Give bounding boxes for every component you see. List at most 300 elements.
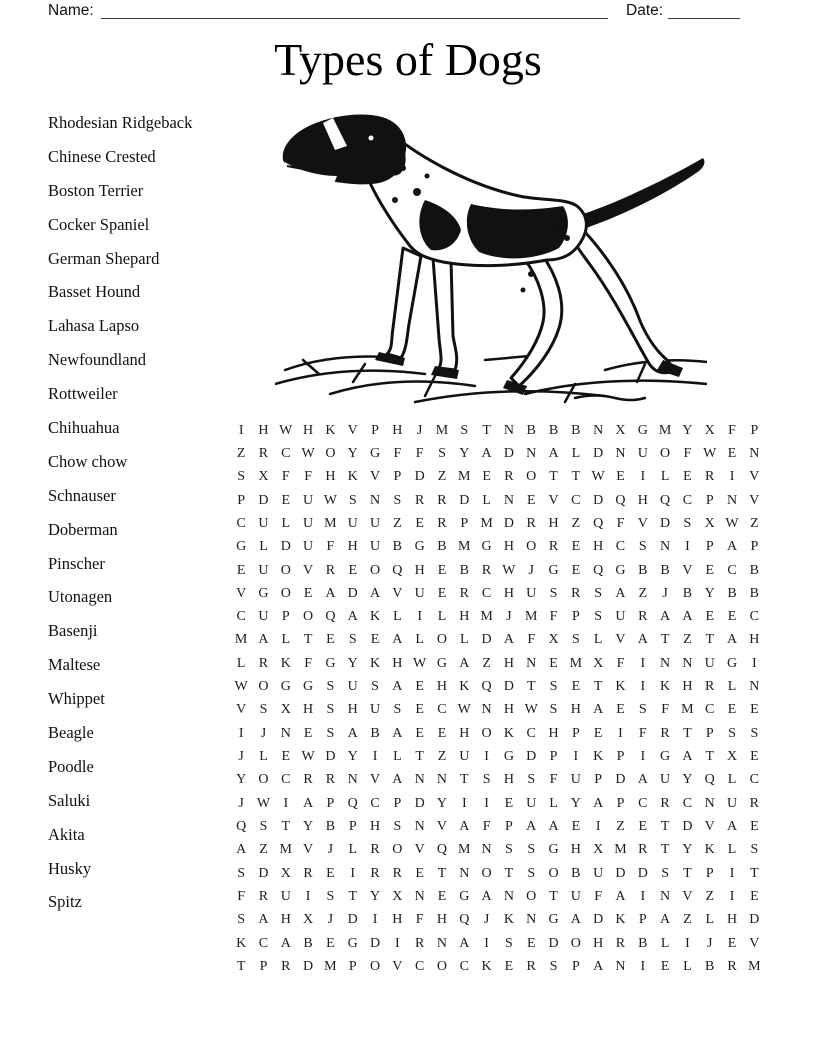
grid-letter: K	[704, 842, 715, 858]
word-list-item: Chihuahua	[48, 418, 120, 438]
grid-letter: Y	[682, 842, 693, 858]
grid-letter: N	[749, 445, 760, 461]
grid-letter: E	[326, 865, 335, 881]
grid-letter: D	[258, 492, 269, 508]
grid-letter: U	[258, 562, 269, 578]
grid-letter: V	[749, 492, 760, 508]
grid-letter: I	[484, 935, 489, 951]
grid-letter: R	[749, 795, 760, 811]
grid-letter: U	[369, 515, 381, 531]
grid-letter: Q	[660, 492, 671, 508]
grid-letter: R	[303, 772, 313, 788]
grid-letter: P	[705, 865, 714, 881]
grid-letter: A	[258, 632, 269, 648]
grid-letter: U	[414, 585, 425, 601]
grid-letter: A	[459, 818, 470, 834]
grid-letter: G	[503, 749, 514, 765]
grid-letter: G	[459, 888, 470, 904]
grid-letter: A	[682, 609, 693, 625]
grid-letter: I	[640, 655, 646, 671]
grid-letter: I	[640, 679, 646, 695]
grid-letter: A	[548, 818, 559, 834]
word-list-item: Rottweiler	[48, 384, 118, 404]
grid-letter: N	[749, 679, 760, 695]
grid-letter: K	[660, 679, 671, 695]
grid-letter: V	[236, 585, 247, 601]
grid-letter: M	[435, 422, 449, 438]
grid-letter: R	[414, 935, 425, 951]
grid-letter: W	[279, 422, 293, 438]
grid-letter: D	[503, 445, 514, 461]
grid-letter: V	[548, 492, 559, 508]
grid-letter: X	[704, 515, 715, 531]
grid-letter: R	[526, 958, 536, 974]
grid-letter: Z	[393, 515, 402, 531]
grid-letter: D	[526, 749, 537, 765]
grid-letter: C	[236, 515, 246, 531]
grid-letter: O	[481, 865, 492, 881]
grid-letter: I	[640, 469, 646, 485]
grid-letter: H	[436, 679, 448, 695]
grid-letter: D	[503, 515, 514, 531]
grid-letter: B	[459, 562, 469, 578]
grid-letter: K	[503, 912, 514, 928]
name-label: Name:	[48, 2, 94, 19]
grid-letter: X	[392, 888, 403, 904]
grid-letter: X	[280, 702, 291, 718]
grid-letter: U	[526, 795, 537, 811]
grid-letter: H	[503, 655, 514, 671]
grid-letter: J	[260, 725, 267, 741]
grid-letter: S	[371, 679, 379, 695]
grid-letter: F	[482, 818, 491, 834]
grid-letter: F	[638, 725, 647, 741]
grid-letter: W	[457, 702, 471, 718]
grid-letter: G	[481, 539, 492, 555]
grid-letter: I	[305, 888, 311, 904]
grid-letter: S	[527, 842, 536, 858]
grid-letter: F	[728, 422, 736, 438]
grid-letter: J	[483, 912, 490, 928]
grid-letter: B	[571, 865, 581, 881]
grid-letter: E	[526, 935, 536, 951]
word-list-item: Pinscher	[48, 553, 105, 573]
dog-tail	[577, 158, 704, 229]
grid-letter: P	[705, 539, 714, 555]
grid-letter: N	[615, 445, 626, 461]
grid-letter: E	[727, 445, 737, 461]
grid-letter: V	[347, 422, 358, 438]
grid-letter: K	[503, 725, 514, 741]
grid-letter: E	[326, 632, 335, 648]
grid-letter: Q	[459, 912, 470, 928]
grid-letter: M	[614, 842, 627, 858]
grid-letter: S	[594, 585, 603, 601]
grid-letter: W	[301, 445, 315, 461]
grid-letter: P	[460, 515, 469, 531]
grid-letter: R	[414, 492, 425, 508]
grid-letter: P	[750, 539, 759, 555]
grid-letter: U	[369, 539, 381, 555]
grid-letter: E	[504, 795, 514, 811]
grid-letter: N	[280, 725, 291, 741]
grid-letter: B	[370, 725, 380, 741]
grid-letter: D	[615, 772, 626, 788]
grid-letter: E	[549, 655, 558, 671]
grid-letter: A	[593, 702, 604, 718]
grid-letter: E	[281, 749, 291, 765]
grid-letter: T	[705, 749, 714, 765]
grid-letter: I	[640, 749, 646, 765]
grid-letter: E	[616, 702, 625, 718]
grid-letter: S	[527, 772, 536, 788]
grid-letter: U	[280, 888, 291, 904]
grid-letter: N	[503, 492, 514, 508]
grid-letter: O	[258, 772, 269, 788]
grid-letter: H	[637, 492, 648, 508]
grid-letter: M	[458, 842, 471, 858]
grid-letter: S	[326, 702, 335, 718]
grid-letter: J	[327, 912, 334, 928]
grid-letter: L	[437, 609, 447, 625]
grid-letter: E	[571, 818, 581, 834]
grid-letter: A	[637, 632, 648, 648]
grid-letter: S	[549, 702, 558, 718]
grid-letter: Q	[325, 609, 336, 625]
grid-letter: O	[481, 725, 492, 741]
grid-letter: D	[593, 492, 604, 508]
grid-letter: N	[436, 772, 448, 788]
grid-letter: T	[303, 632, 313, 648]
word-list-item: Utonagen	[48, 587, 113, 607]
grid-letter: V	[369, 469, 381, 485]
grid-letter: M	[324, 515, 337, 531]
grid-letter: C	[258, 935, 269, 951]
grid-letter: Z	[683, 912, 692, 928]
grid-letter: M	[658, 422, 672, 438]
grid-letter: O	[526, 539, 537, 555]
grid-letter: F	[616, 655, 625, 671]
grid-letter: T	[236, 958, 246, 974]
grid-letter: B	[682, 585, 693, 601]
grid-letter: W	[502, 562, 516, 578]
grid-letter: M	[458, 539, 471, 555]
grid-letter: R	[660, 725, 670, 741]
grid-letter: S	[237, 469, 246, 485]
grid-letter: T	[526, 679, 536, 695]
grid-letter: O	[660, 445, 671, 461]
grid-letter: S	[505, 935, 513, 951]
grid-letter: K	[369, 609, 381, 625]
grid-letter: C	[481, 585, 492, 601]
grid-letter: I	[238, 422, 244, 438]
grid-letter: R	[325, 772, 336, 788]
grid-letter: M	[480, 609, 493, 625]
grid-letter: U	[303, 515, 314, 531]
grid-letter: A	[660, 912, 671, 928]
grid-letter: E	[415, 515, 424, 531]
grid-letter: Q	[436, 842, 448, 858]
grid-letter: B	[392, 539, 403, 555]
grid-letter: S	[549, 679, 558, 695]
grid-letter: M	[524, 609, 538, 625]
grid-letter: F	[304, 655, 312, 671]
grid-letter: K	[593, 749, 604, 765]
grid-letter: S	[594, 609, 603, 625]
grid-letter: Q	[615, 492, 626, 508]
grid-letter: N	[704, 795, 715, 811]
grid-letter: U	[593, 865, 604, 881]
grid-letter: G	[236, 539, 247, 555]
grid-letter: Q	[593, 515, 604, 531]
grid-letter: H	[459, 725, 470, 741]
grid-letter: O	[436, 958, 448, 974]
grid-letter: N	[414, 772, 425, 788]
grid-letter: T	[437, 865, 447, 881]
dog-head	[283, 114, 410, 186]
grid-letter: B	[437, 539, 447, 555]
grid-letter: U	[258, 609, 269, 625]
word-list-item: Cocker Spaniel	[48, 214, 150, 234]
grid-letter: A	[682, 749, 693, 765]
grid-letter: T	[660, 632, 670, 648]
date-blank-line	[668, 0, 740, 19]
grid-letter: N	[682, 655, 693, 671]
grid-letter: C	[437, 702, 447, 718]
grid-letter: N	[481, 702, 492, 718]
grid-letter: S	[393, 818, 402, 834]
grid-letter: W	[234, 679, 248, 695]
grid-letter: G	[660, 749, 671, 765]
grid-letter: S	[348, 492, 357, 508]
grid-letter: T	[683, 725, 692, 741]
grid-letter: T	[705, 632, 714, 648]
grid-letter: D	[459, 492, 470, 508]
grid-letter: J	[528, 562, 534, 578]
grid-letter: U	[726, 795, 738, 811]
grid-letter: N	[660, 655, 671, 671]
grid-letter: E	[437, 585, 447, 601]
grid-letter: D	[660, 515, 671, 531]
grid-letter: E	[437, 725, 447, 741]
grid-letter: R	[370, 842, 380, 858]
grid-letter: S	[259, 702, 268, 718]
grid-letter: Z	[571, 515, 581, 531]
word-list-item: Basenji	[48, 621, 98, 641]
grid-letter: M	[480, 515, 493, 531]
grid-letter: S	[393, 702, 402, 718]
word-list-item: Maltese	[48, 655, 101, 675]
grid-letter: G	[548, 562, 559, 578]
grid-letter: A	[526, 818, 537, 834]
grid-letter: U	[637, 445, 648, 461]
grid-letter: L	[660, 935, 670, 951]
grid-letter: M	[681, 702, 694, 718]
word-list-item: Spitz	[48, 892, 82, 912]
grid-letter: B	[325, 818, 336, 834]
grid-letter: L	[571, 445, 581, 461]
pointer-dog-illustration	[275, 108, 707, 408]
grid-letter: E	[660, 958, 670, 974]
grid-letter: G	[615, 562, 626, 578]
grid-letter: B	[660, 562, 670, 578]
grid-letter: N	[660, 888, 671, 904]
word-list	[48, 113, 248, 926]
grid-letter: S	[326, 725, 335, 741]
grid-letter: W	[524, 702, 538, 718]
grid-letter: P	[393, 469, 402, 485]
grid-letter: U	[303, 539, 314, 555]
grid-letter: G	[548, 912, 559, 928]
grid-letter: O	[436, 632, 448, 648]
grid-letter: R	[437, 492, 447, 508]
grid-letter: D	[593, 912, 604, 928]
word-list-item: Schnauser	[48, 485, 116, 505]
grid-letter: H	[369, 818, 381, 834]
grid-letter: G	[258, 585, 269, 601]
grid-letter: A	[503, 632, 514, 648]
grid-letter: S	[750, 842, 759, 858]
grid-letter: S	[728, 725, 736, 741]
grid-letter: S	[661, 865, 669, 881]
grid-letter: N	[414, 888, 425, 904]
grid-letter: A	[660, 609, 671, 625]
grid-letter: H	[436, 912, 448, 928]
grid-letter: H	[503, 772, 514, 788]
grid-letter: K	[615, 912, 626, 928]
grid-letter: C	[705, 702, 715, 718]
grid-letter: R	[258, 888, 269, 904]
dog-eye	[369, 136, 374, 141]
grass-strokes	[275, 356, 707, 402]
grid-letter: F	[549, 609, 558, 625]
grid-letter: P	[705, 492, 714, 508]
grid-letter: G	[414, 539, 425, 555]
grid-letter: U	[369, 702, 381, 718]
grid-letter: P	[237, 492, 246, 508]
grid-letter: H	[347, 539, 358, 555]
grid-letter: I	[484, 749, 489, 765]
grid-letter: B	[303, 935, 313, 951]
grid-letter: M	[279, 842, 292, 858]
grid-letter: U	[347, 515, 358, 531]
grid-letter: O	[526, 469, 537, 485]
grid-letter: V	[392, 585, 403, 601]
grid-letter: C	[749, 772, 760, 788]
grid-letter: R	[615, 935, 626, 951]
grid-letter: A	[303, 795, 314, 811]
grid-letter: V	[749, 469, 760, 485]
grid-letter: O	[548, 865, 559, 881]
grid-letter: A	[459, 935, 470, 951]
grid-letter: I	[752, 655, 757, 671]
grid-letter: G	[280, 679, 291, 695]
grid-letter: L	[549, 795, 558, 811]
grid-letter: E	[504, 958, 514, 974]
grid-letter: Z	[750, 515, 759, 531]
grid-letter: F	[304, 469, 312, 485]
grid-letter: H	[459, 609, 470, 625]
grid-letter: O	[570, 935, 581, 951]
grid-letter: W	[323, 492, 338, 508]
grid-letter: S	[326, 679, 335, 695]
grid-letter: A	[548, 445, 559, 461]
grid-letter: L	[727, 679, 737, 695]
grid-letter: E	[705, 562, 714, 578]
grid-letter: C	[749, 609, 760, 625]
grid-letter: D	[548, 935, 559, 951]
grid-letter: E	[370, 632, 380, 648]
grid-letter: F	[527, 632, 536, 648]
grid-letter: N	[726, 492, 738, 508]
grid-letter: Y	[459, 445, 470, 461]
grid-letter: L	[259, 539, 268, 555]
grid-letter: N	[481, 842, 492, 858]
grid-letter: I	[283, 795, 289, 811]
grid-letter: R	[548, 539, 559, 555]
grid-letter: V	[392, 958, 403, 974]
grid-letter: P	[638, 912, 647, 928]
grid-letter: C	[682, 795, 693, 811]
grid-letter: R	[392, 865, 403, 881]
grid-letter: J	[706, 935, 713, 951]
grid-letter: L	[660, 469, 670, 485]
grid-letter: I	[372, 749, 378, 765]
word-list-item: Newfoundland	[48, 350, 147, 370]
grid-letter: C	[370, 795, 380, 811]
grid-letter: S	[259, 818, 268, 834]
grid-letter: A	[392, 632, 403, 648]
grid-letter: N	[526, 912, 537, 928]
grid-letter: R	[437, 515, 447, 531]
grid-letter: U	[570, 888, 581, 904]
grid-letter: B	[638, 562, 648, 578]
grid-letter: E	[326, 935, 335, 951]
grid-letter: F	[237, 888, 246, 904]
grid-letter: V	[414, 842, 425, 858]
grid-letter: A	[570, 912, 581, 928]
grid-letter: C	[727, 562, 737, 578]
grid-letter: X	[258, 469, 269, 485]
grid-letter: T	[281, 818, 291, 834]
grid-letter: E	[526, 492, 536, 508]
grid-letter: D	[637, 865, 648, 881]
grid-letter: A	[593, 958, 604, 974]
grid-letter: Q	[347, 795, 358, 811]
grid-letter: E	[750, 888, 759, 904]
dog-hind-leg-near	[511, 248, 562, 386]
grid-letter: G	[637, 422, 648, 438]
grid-letter: B	[526, 422, 536, 438]
grid-letter: W	[301, 749, 315, 765]
grid-letter: S	[237, 865, 246, 881]
grid-letter: A	[593, 795, 604, 811]
grid-letter: F	[281, 469, 290, 485]
grid-letter: Y	[436, 795, 448, 811]
grid-letter: F	[326, 539, 335, 555]
grid-letter: I	[484, 795, 489, 811]
grid-letter: Y	[704, 585, 715, 601]
grid-letter: R	[705, 469, 715, 485]
grid-letter: R	[481, 562, 492, 578]
grid-letter: P	[705, 725, 714, 741]
grid-letter: I	[417, 609, 422, 625]
grid-letter: N	[369, 492, 381, 508]
grid-letter: O	[392, 842, 403, 858]
grid-letter: W	[413, 655, 427, 671]
grid-letter: F	[683, 445, 692, 461]
grid-letter: A	[637, 772, 648, 788]
